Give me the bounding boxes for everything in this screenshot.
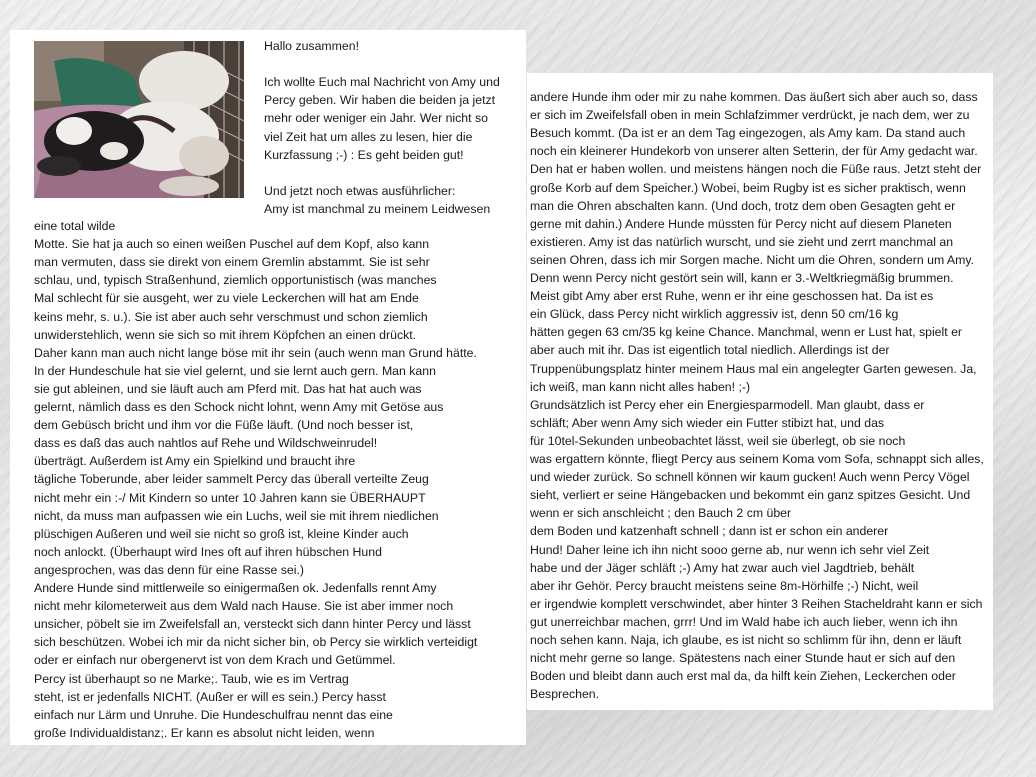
text-line: unsicher, pöbelt sie im Zweifelsfall an, versteckt sich dann hinter Percy und lässt [34, 617, 471, 632]
text-line: tägliche Toberunde, aber leider sammelt Percy das überall verteilte Zeug [34, 472, 429, 487]
text-line: große Korb auf dem Speicher.) Wobei, beim Rugby ist es sicher praktisch, wenn [530, 180, 966, 195]
text-line: Andere Hunde sind mittlerweile so einigermaßen ok. Jedenfalls rennt Amy [34, 581, 437, 595]
text-line: er sich im Zweifelsfall oben in mein Schlafzimmer verdrückt, je nach dem, wer zu [530, 108, 970, 123]
text-line: Truppenübungsplatz hinter meinem Haus mal ein angelegter Garten gewesen. Ja, [530, 361, 977, 376]
text-line: hätten gegen 63 cm/35 kg keine Chance. Manchmal, wenn er Lust hat, spielt er [530, 325, 963, 340]
text-line: Kurzfassung ;-) : Es geht beiden gut! [264, 147, 464, 162]
text-line: schlau, und, typisch Straßenhund, ziemlich opportunistisch (was manches [34, 273, 437, 288]
text-line: Daher kann man auch nicht lange böse mit ihr sein (auch wenn man Grund hätte. [34, 345, 477, 360]
text-line: Motte. Sie hat ja auch so einen weißen Puschel auf dem Kopf, also kann [34, 237, 430, 252]
text-line: Besuch kommt. (Da ist er an dem Tag eingezogen, als Amy kam. Da stand auch [530, 126, 966, 141]
text-line: In der Hundeschule hat sie viel gelernt, und sie lernt auch gern. Man kann [34, 363, 436, 378]
text-line: noch sehen kann. Naja, ich glaube, es ist nicht so schlimm für ihn, denn er läuft [530, 633, 962, 647]
text-line: wenn er sich anschleicht ; den Bauch 2 cm über [530, 506, 792, 521]
text-line: aber ihr Gehör. Percy braucht meistens seine 8m-Hörhilfe ;-) Nicht, weil [530, 578, 919, 593]
text-line: aber auch mit ihr. Das ist eigentlich total niedlich. Allerdings ist der [530, 343, 890, 358]
text-line: Grundsätzlich ist Percy eher ein Energiesparmodell. Man glaubt, dass er [530, 397, 925, 412]
text-line: nicht mehr gerne so lange. Spätestens nach einer Stunde haut er sich auf den [530, 651, 956, 666]
text-line: Boden und bleibt dann auch erst mal da, da hilft kein Ziehen, Leckerchen oder [530, 669, 956, 684]
text-line: man vermuten, dass sie direkt von einem Gremlin abstammt. Sie ist sehr [34, 255, 430, 270]
text-line: oder er einfach nur obergenervt ist von dem Krach und Getümmel. [34, 653, 396, 668]
text-line: Denn wenn Percy nicht gestört sein will, kann er 3.-Weltkriegmäßig brummen. [530, 271, 954, 285]
text-line: plüschigen Außeren und weil sie nicht so groß ist, kleine Kinder auch [34, 526, 409, 541]
text-line: ich weiß, man kann nicht alles haben! ;-) [530, 379, 751, 394]
text-line: schläft; Aber wenn Amy sich wieder ein Futter stibizt hat, und das [530, 415, 885, 430]
text-line: gut unerreichbar machen, grrr! Und im Wald habe ich auch lieber, wenn ich ihn [530, 614, 958, 629]
text-line: und wieder zurück. So schnell können wir kaum gucken! Auch wenn Percy Vögel [530, 470, 970, 485]
text-line: Meist gibt Amy aber erst Ruhe, wenn er ihr eine geschossen hat. Da ist es [530, 289, 934, 304]
text-line: Ich wollte Euch mal Nachricht von Amy und [264, 75, 500, 90]
text-line: große Individualdistanz;. Er kann es absolut nicht leiden, wenn [34, 725, 375, 740]
text-line: er irgendwie komplett verschwindet, aber hinter 3 Reihen Stacheldraht kann er sich [530, 596, 983, 611]
text-line: Besprechen. [530, 687, 600, 702]
text-line: seinen Ohren, dass ich mir Sorgen mache. Nicht um die Ohren, sondern um Amy. [530, 252, 975, 267]
text-line: ein Glück, dass Percy nicht wirklich aggressiv ist, denn 50 cm/16 kg [530, 307, 899, 322]
text-line: dem Gebüsch bricht und ihm vor die Füße läuft. (Und noch besser ist, [34, 418, 414, 433]
text-line: Amy ist manchmal zu meinem Leidwesen [264, 201, 491, 216]
text-line: nicht, da muss man aufpassen wie ein Luchs, weil sie mit ihrem niedlichen [34, 508, 439, 523]
text-line: gelernt, nämlich dass es den Schock nicht lohnt, wenn Amy mit Getöse aus [34, 400, 444, 414]
text-line: noch anlockt. (Überhaupt wird Ines oft auf ihren hübschen Hund [34, 544, 382, 559]
text-line: Hund! Daher leine ich ihn nicht sooo gerne ab, nur wenn ich sehr viel Zeit [530, 542, 930, 557]
text-line: angesprochen, was das denn für eine Rasse sei.) [34, 562, 305, 577]
text-line: man die Ohren abschalten kann. (Und doch, trotz dem oben Gesagten geht er [530, 198, 956, 213]
text-line: Percy geben. Wir haben die beiden ja jetzt [264, 93, 496, 108]
text-line: unwiderstehlich, wenn sie sich so mit ihrem Köpfchen an einen drückt. [34, 327, 417, 342]
text-line: sie gut ableinen, und sie läuft auch am Pferd mit. Das hat hat auch was [34, 381, 422, 396]
text-line: viel Zeit hat um alles zu lesen, hier die [264, 129, 473, 144]
dogs-photo [34, 41, 244, 198]
text-line: für 10tel-Sekunden unbeobachtet lässt, weil sie überlegt, ob sie noch [530, 433, 906, 448]
text-line: andere Hunde ihm oder mir zu nahe kommen. Das äußert sich aber auch so, dass [530, 90, 978, 104]
text-line: mehr oder weniger ein Jahr. Wer nicht so [264, 111, 488, 126]
text-line: Mal schlecht für sie ausgeht, wer zu viele Leckerchen will hat am Ende [34, 291, 419, 306]
text-line: eine total wilde [34, 219, 116, 233]
text-line: Hallo zusammen! [264, 39, 359, 53]
text-line: was ergattern könnte, fliegt Percy aus seinem Koma vom Sofa, schnappt sich alles, [530, 452, 984, 466]
text-line: nicht mehr kilometerweit aus dem Wald nach Hause. Sie ist aber immer noch [34, 599, 454, 614]
text-line: habe und der Jäger schläft ;-) Amy hat zwar auch viel Jagdtrieb, behält [530, 560, 915, 575]
text-line: Percy ist überhaupt so ne Marke;. Taub, wie es im Vertrag [34, 671, 349, 686]
text-line: noch ein kleinerer Hundekorb von unserer alten Setterin, der für Amy gedacht war. [530, 144, 978, 159]
text-line: sich beschützen. Wobei ich mir da nicht sicher bin, ob Percy sie wirklich verteidigt [34, 635, 478, 650]
text-line: Den hat er haben wollen. und meistens hängen noch die Füße raus. Jetzt steht der [530, 162, 982, 177]
text-line: keins mehr, s. u.). Sie ist aber auch sehr verschmust und schon ziemlich [34, 309, 428, 324]
text-line: Und jetzt noch etwas ausführlicher: [264, 183, 456, 198]
text-line: gerne mit dahin.) Andere Hunde müssten für Percy nicht auf diesem Planeten [530, 216, 952, 231]
text-line: einfach nur Lärm und Unruhe. Die Hundeschulfrau nennt das eine [34, 707, 393, 722]
dogs-photo-icon [34, 41, 244, 198]
text-line: sieht, verliert er seine Hängebacken und bekommt ein ganz spitzes Gesicht. Und [530, 488, 971, 503]
text-line: nicht mehr ein :-/ Mit Kindern so unter 10 Jahren kann sie ÜBERHAUPT [34, 490, 426, 505]
text-line: dem Boden und katzenhaft schnell ; dann ist er schon ein anderer [530, 524, 889, 539]
text-line: existieren. Amy ist das natürlich wurscht, und sie zieht und zerrt manchmal an [530, 234, 954, 249]
text-line: dass es daß das auch nahtlos auf Rehe und Wildschweinrudel! [34, 436, 378, 451]
text-line: steht, ist er jedenfalls NICHT. (Außer er will es sein.) Percy hasst [34, 689, 386, 704]
text-line: überträgt. Außerdem ist Amy ein Spielkind und braucht ihre [34, 454, 356, 469]
